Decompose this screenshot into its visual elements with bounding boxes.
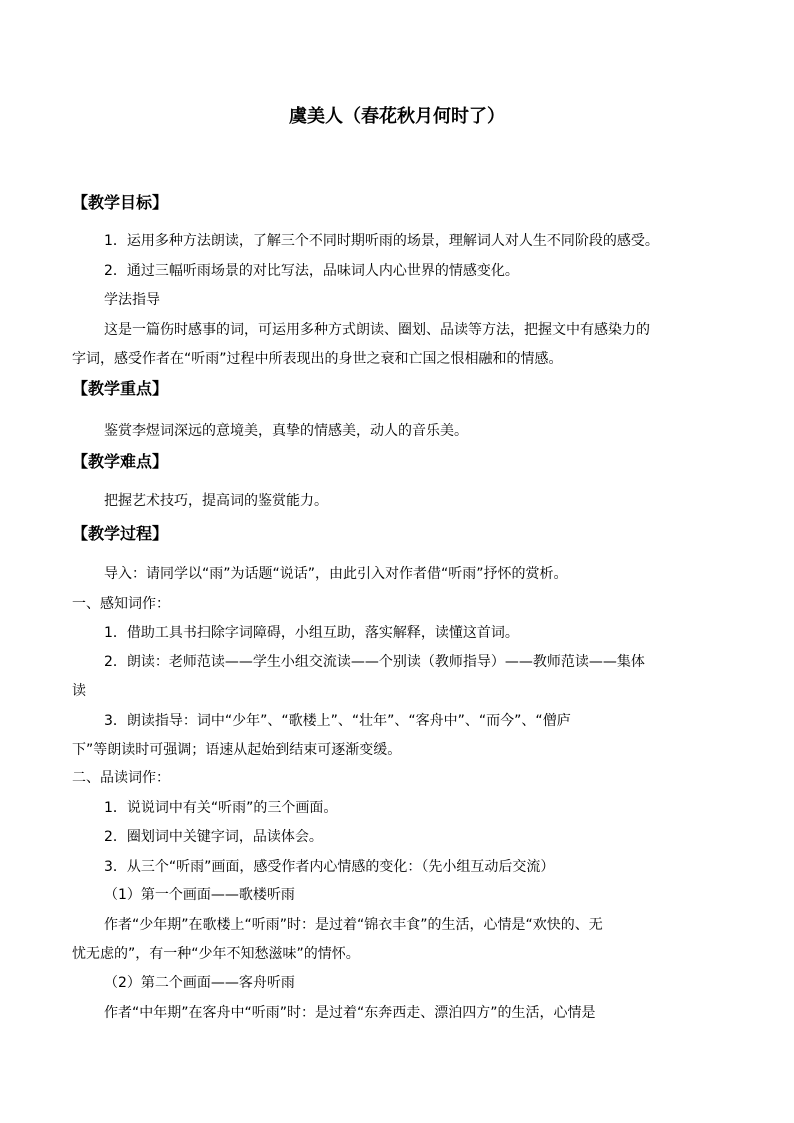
method-guide-text-2: 字词，感受作者在“听雨”过程中所表现出的身世之衰和亡国之恨相融和的情感。 (72, 351, 563, 367)
section-2-title: 二、品读词作： (72, 770, 170, 786)
page-title: 虞美人（春花秋月何时了） (289, 106, 505, 127)
method-guide-text-1: 这是一篇伤时感事的词，可运用多种方式朗读、圈划、品读等方法，把握文中有感染力的 (104, 322, 650, 338)
heading-key-points: 【教学重点】 (72, 379, 169, 398)
section-1-item-3: 3．朗读指导：词中“少年”、“歌楼上”、“壮年”、“客舟中”、“而今”、“僧庐 (104, 713, 571, 729)
scene-1-text-2: 忧无虑的”，有一种“少年不知愁滋味”的情怀。 (72, 946, 360, 962)
difficulties-text: 把握艺术技巧，提高词的鉴赏能力。 (104, 493, 328, 509)
heading-difficulties: 【教学难点】 (72, 452, 169, 471)
section-1-title: 一、感知词作： (72, 596, 170, 612)
key-points-text: 鉴赏李煜词深远的意境美，真挚的情感美，动人的音乐美。 (104, 423, 468, 439)
method-guide-label: 学法指导 (104, 292, 160, 308)
scene-2-text-1: 作者“中年期”在客舟中“听雨”时：是过着“东奔西走、漂泊四方”的生活，心情是 (104, 1005, 596, 1021)
heading-objectives: 【教学目标】 (72, 193, 169, 212)
section-1-item-3-cont: 下”等朗读时可强调；语速从起始到结束可逐渐变缓。 (72, 742, 402, 758)
section-1-item-2-cont: 读 (72, 683, 86, 699)
heading-process: 【教学过程】 (72, 524, 169, 543)
scene-1-text-1: 作者“少年期”在歌楼上“听雨”时：是过着“锦衣丰食”的生活，心情是“欢快的、无 (104, 917, 603, 933)
objective-2: 2．通过三幅听雨场景的对比写法，品味词人内心世界的情感变化。 (104, 263, 519, 279)
scene-2-title: （2）第二个画面——客舟听雨 (104, 975, 295, 991)
section-1-item-2: 2．朗读：老师范读——学生小组交流读——个别读（教师指导）——教师范读——集体 (104, 654, 645, 670)
section-1-item-1: 1．借助工具书扫除字词障碍，小组互助，落实解释，读懂这首词。 (104, 625, 519, 641)
intro-text: 导入：请同学以“雨”为话题“说话”，由此引入对作者借“听雨”抒怀的赏析。 (104, 566, 568, 582)
scene-1-title: （1）第一个画面——歌楼听雨 (104, 887, 295, 903)
section-2-item-2: 2．圈划词中关键字词，品读体会。 (104, 829, 323, 845)
section-2-item-1: 1．说说词中有关“听雨”的三个画面。 (104, 800, 338, 816)
section-2-item-3: 3．从三个“听雨”画面，感受作者内心情感的变化：（先小组互动后交流） (104, 859, 555, 875)
objective-1: 1．运用多种方法朗读，了解三个不同时期听雨的场景，理解词人对人生不同阶段的感受。 (104, 233, 659, 249)
